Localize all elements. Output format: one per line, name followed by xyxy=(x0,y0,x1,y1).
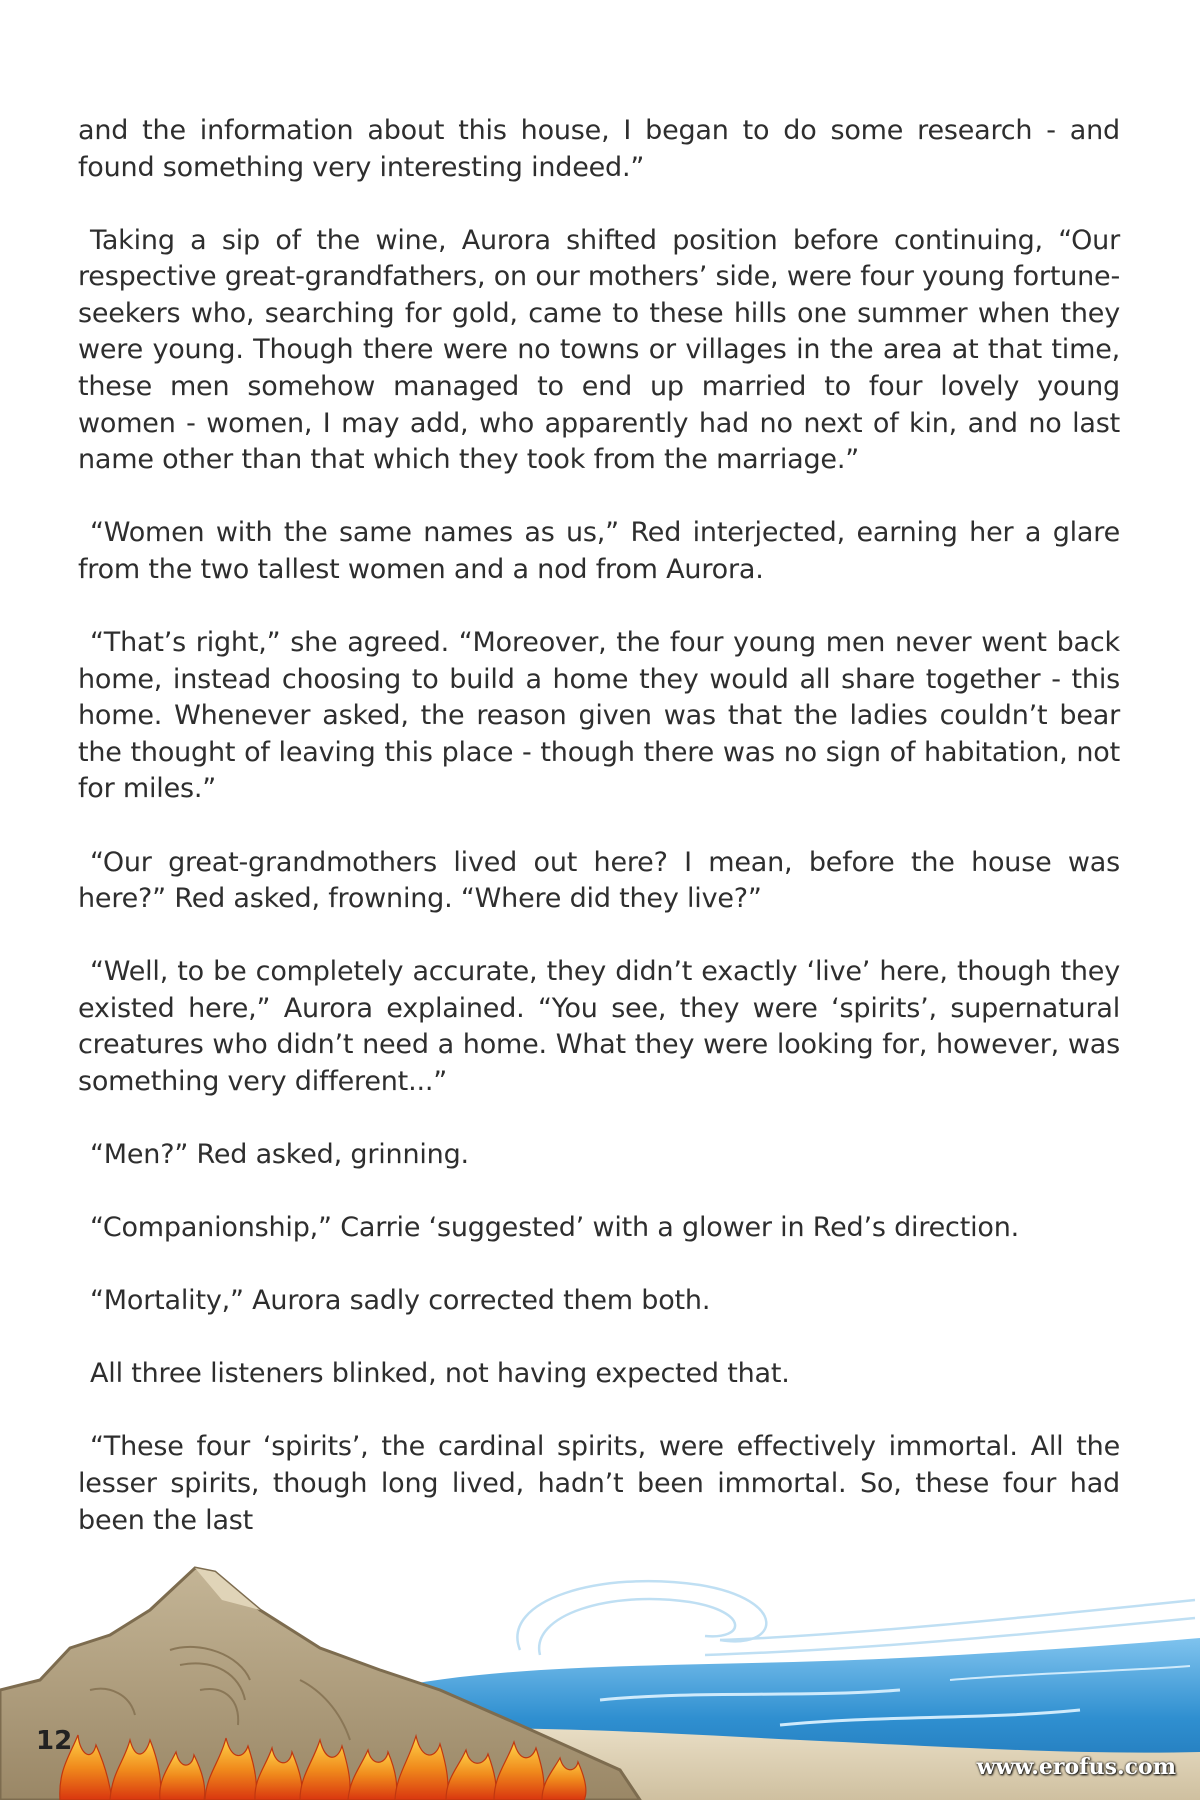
paragraph: All three listeners blinked, not having expected that. xyxy=(90,1358,790,1390)
page-number: 12 xyxy=(36,1726,73,1756)
paragraph: Taking a sip of the wine, Aurora shifted position before continuing, “Our respective great-grandfathers, on our mothers’ side, were four young fortune-seekers who, searching for gold, came to these hills one summer when they were young. Though there were no towns or villages in the area at that time, these men somehow managed to end up married to four lovely young women - women, I may add, who apparently had no next of kin, and no last name other than that which they took from the marriage.” xyxy=(78,224,1120,476)
paragraph: and the information about this house, I began to do some research - and found something very interesting indeed.” xyxy=(78,115,1120,183)
paragraph: “Mortality,” Aurora sadly corrected them both. xyxy=(90,1285,711,1317)
paragraph: “Our great-grandmothers lived out here? I mean, before the house was here?” Red asked, frowning. “Where did they live?” xyxy=(78,846,1120,915)
paragraph: “These four ‘spirits’, the cardinal spirits, were effectively immortal. All the lesser spirits, though long lived, hadn’t been immortal. So, these four had been the last xyxy=(78,1431,1120,1536)
paragraph: “Men?” Red asked, grinning. xyxy=(90,1139,469,1171)
paragraph: “That’s right,” she agreed. “Moreover, the four young men never went back home, instead choosing to build a home they would all share together - this home. Whenever asked, the reason given was that the ladies couldn’t bear the thought of leaving this place - though there was no sign of habitation, not for miles.” xyxy=(78,627,1120,805)
paragraph: “Well, to be completely accurate, they didn’t exactly ‘live’ here, though they existed here,” Aurora explained. “You see, they were ‘spirits’, supernatural creatures who didn’t need a home. What they were looking for, however, was something very different...” xyxy=(78,956,1120,1097)
paragraph: “Companionship,” Carrie ‘suggested’ with a glower in Red’s direction. xyxy=(90,1212,1019,1244)
body-text xyxy=(78,113,1120,1576)
paragraph: “Women with the same names as us,” Red interjected, earning her a glare from the two tallest women and a nod from Aurora. xyxy=(78,517,1120,585)
watermark: www.erofus.com xyxy=(976,1754,1176,1780)
wind-swirl-icon xyxy=(517,1581,1195,1655)
